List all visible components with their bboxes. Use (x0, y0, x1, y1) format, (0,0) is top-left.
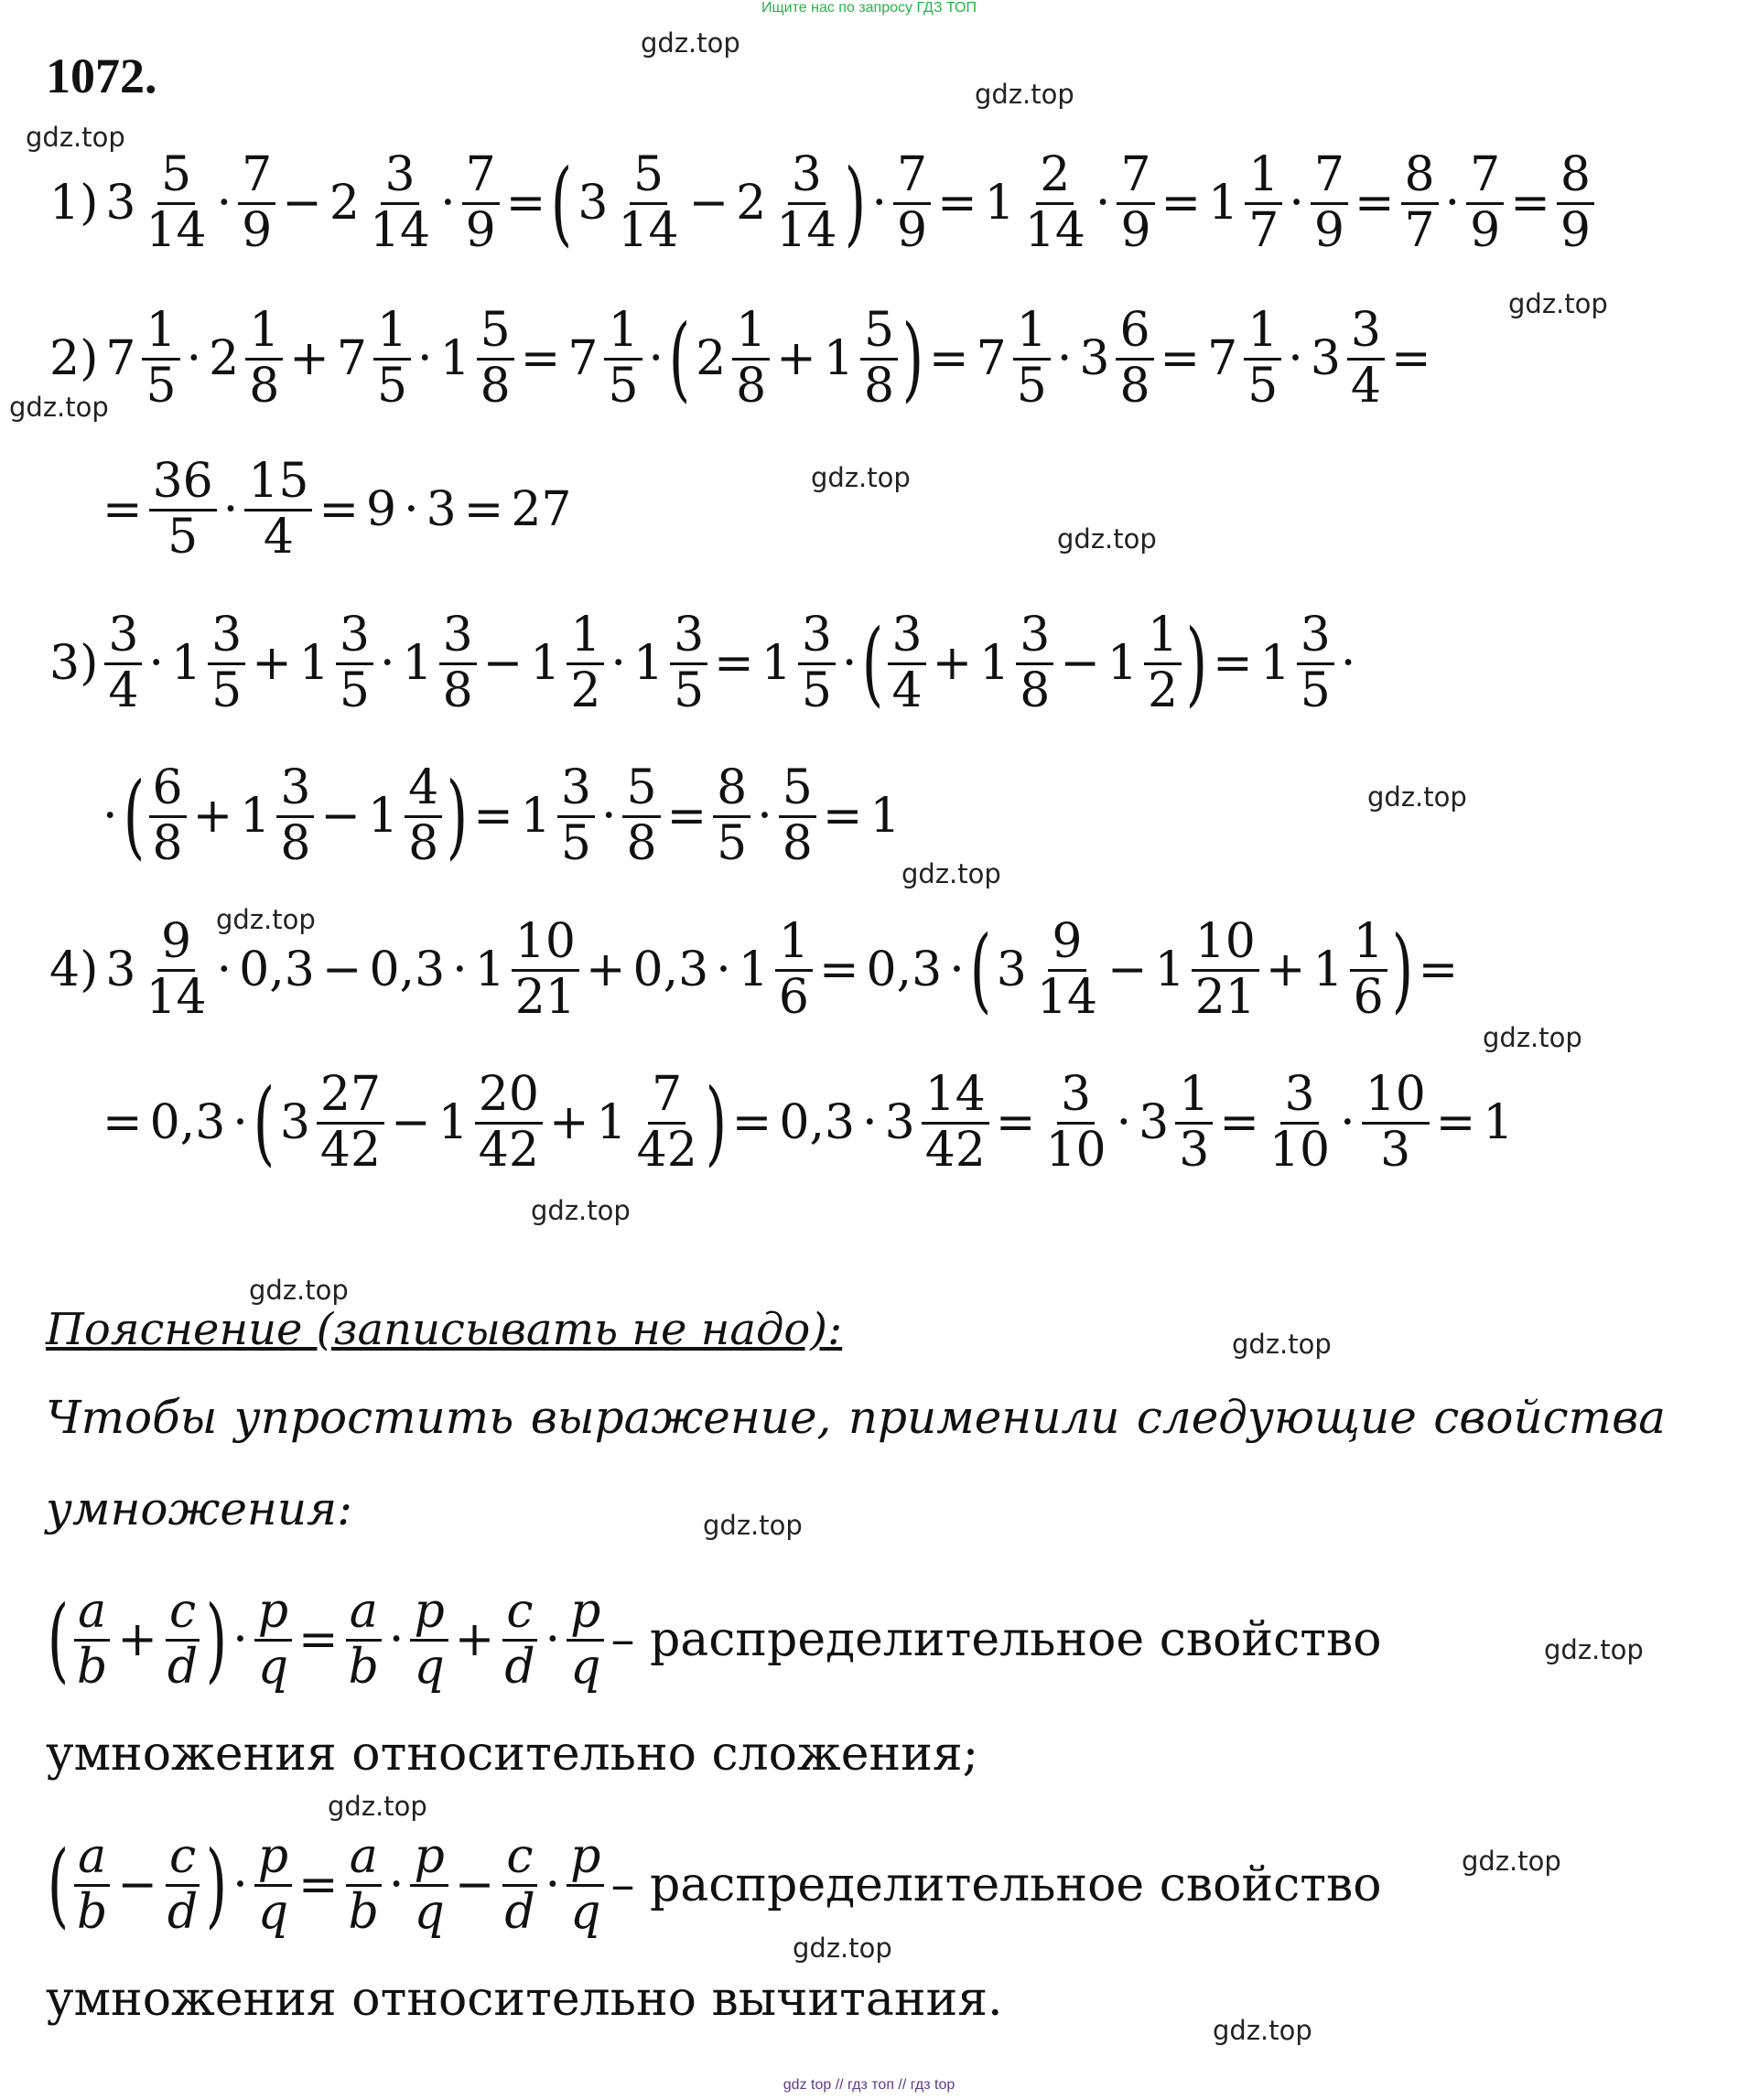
watermark: gdz.top (1057, 523, 1157, 555)
watermark: gdz.top (1462, 1846, 1561, 1877)
watermark: gdz.top (216, 904, 316, 935)
watermark: gdz.top (793, 1933, 892, 1964)
watermark: gdz.top (328, 1791, 427, 1822)
solution-line-4b: = 0,3 · ( 3 $\frac{27}{42}$ − 1 $\frac{20}{42}$ + 1 $\frac{7}{42}$ ) = 0,3 · 3 $\frac{14}{42}$ = $\frac{3}{10}$ · 3 $\frac{1}{3}$ = $\frac{3}{10}$ · $\frac{10}{3}$ = 1 (103, 1067, 1514, 1178)
watermark: gdz.top (703, 1510, 803, 1541)
watermark: gdz.top (975, 79, 1074, 110)
property-formula-1: ( $\frac{a}{b}$ + $\frac{c}{d}$ ) · $\frac{p}{q}$ = $\frac{a}{b}$ · $\frac{p}{q}$ + $\frac{c}{d}$ · $\frac{p}{q}$ – распределительное свойство (46, 1576, 1386, 1704)
watermark: gdz.top (1367, 781, 1467, 813)
explanation-line-1: Чтобы упростить выражение, применили следующие свойства (46, 1391, 1666, 1444)
watermark: gdz.top (1483, 1022, 1582, 1053)
problem-number: 1072. (46, 48, 157, 103)
solution-line-2: 2) 7 $\frac{1}{5}$ · 2 $\frac{1}{8}$ + 7 $\frac{1}{5}$ · 1 $\frac{5}{8}$ = 7 $\frac{1}{5}$ · ( 2 $\frac{1}{8}$ + 1 $\frac{5}{8}$ ) = 7 $\frac{1}{5}$ · 3 $\frac{6}{8}$ = 7 $\frac{1}{5}$ · 3 $\frac{3}{4}$ = (49, 303, 1431, 414)
property-1-tail: умножения относительно сложения; (46, 1727, 979, 1782)
solution-line-3: 3) $\frac{3}{4}$ · 1 $\frac{3}{5}$ + 1 $\frac{3}{5}$ · 1 $\frac{3}{8}$ − 1 $\frac{1}{2}$ · 1 $\frac{3}{5}$ = 1 $\frac{3}{5}$ · ( $\frac{3}{4}$ + 1 $\frac{3}{8}$ − 1 $\frac{1}{2}$ ) = 1 $\frac{3}{5}$ · (49, 608, 1356, 718)
explanation-heading: Пояснение (записывать не надо): (46, 1304, 843, 1355)
explanation-line-2: умножения: (46, 1482, 353, 1535)
watermark: gdz.top (531, 1195, 631, 1226)
top-banner-text: Ищите нас по запросу ГДЗ ТОП (761, 0, 977, 16)
watermark: gdz.top (9, 392, 109, 423)
property-1-text: – распределительное свойство (610, 1612, 1382, 1667)
watermark: gdz.top (249, 1275, 349, 1306)
watermark: gdz.top (901, 858, 1001, 889)
watermark: gdz.top (811, 462, 911, 493)
watermark: gdz.top (1232, 1329, 1332, 1360)
property-2-tail: умножения относительно вычитания. (46, 1972, 1003, 2027)
bottom-banner-text: gdz top // гдз топ // гдз top (783, 2077, 955, 2093)
watermark: gdz.top (1213, 2015, 1312, 2046)
property-2-text: – распределительное свойство (610, 1858, 1382, 1912)
solution-line-3b: · ( $\frac{6}{8}$ + 1 $\frac{3}{8}$ − 1 $\frac{4}{8}$ ) = 1 $\frac{3}{5}$ · $\frac{5}{8}$ = $\frac{8}{5}$ · $\frac{5}{8}$ = 1 (103, 760, 901, 871)
solution-line-2b: = $\frac{36}{5}$ · $\frac{15}{4}$ = 9 · 3 = 27 (103, 454, 572, 565)
solution-line-4: 4) 3 $\frac{9}{14}$ · 0,3 − 0,3 · 1 $\frac{10}{21}$ + 0,3 · 1 $\frac{1}{6}$ = 0,3 · ( 3 $\frac{9}{14}$ − 1 $\frac{10}{21}$ + 1 $\frac{1}{6}$ ) = (49, 914, 1459, 1025)
watermark: gdz.top (26, 122, 125, 153)
watermark: gdz.top (1508, 288, 1608, 319)
property-formula-2: ( $\frac{a}{b}$ − $\frac{c}{d}$ ) · $\frac{p}{q}$ = $\frac{a}{b}$ · $\frac{p}{q}$ − $\frac{c}{d}$ · $\frac{p}{q}$ – распределительное свойство (46, 1821, 1386, 1949)
watermark: gdz.top (641, 27, 740, 59)
watermark: gdz.top (1544, 1634, 1644, 1665)
solution-line-1: 1) 3 $\frac{5}{14}$ · $\frac{7}{9}$ − 2 $\frac{3}{14}$ · $\frac{7}{9}$ = ( 3 $\frac{5}{14}$ − 2 $\frac{3}{14}$ ) · $\frac{7}{9}$ = 1 $\frac{2}{14}$ · $\frac{7}{9}$ = 1 $\frac{1}{7}$ · $\frac{7}{9}$ = $\frac{8}{7}$ · $\frac{7}{9}$ = $\frac{8}{9}$ (46, 139, 1597, 267)
